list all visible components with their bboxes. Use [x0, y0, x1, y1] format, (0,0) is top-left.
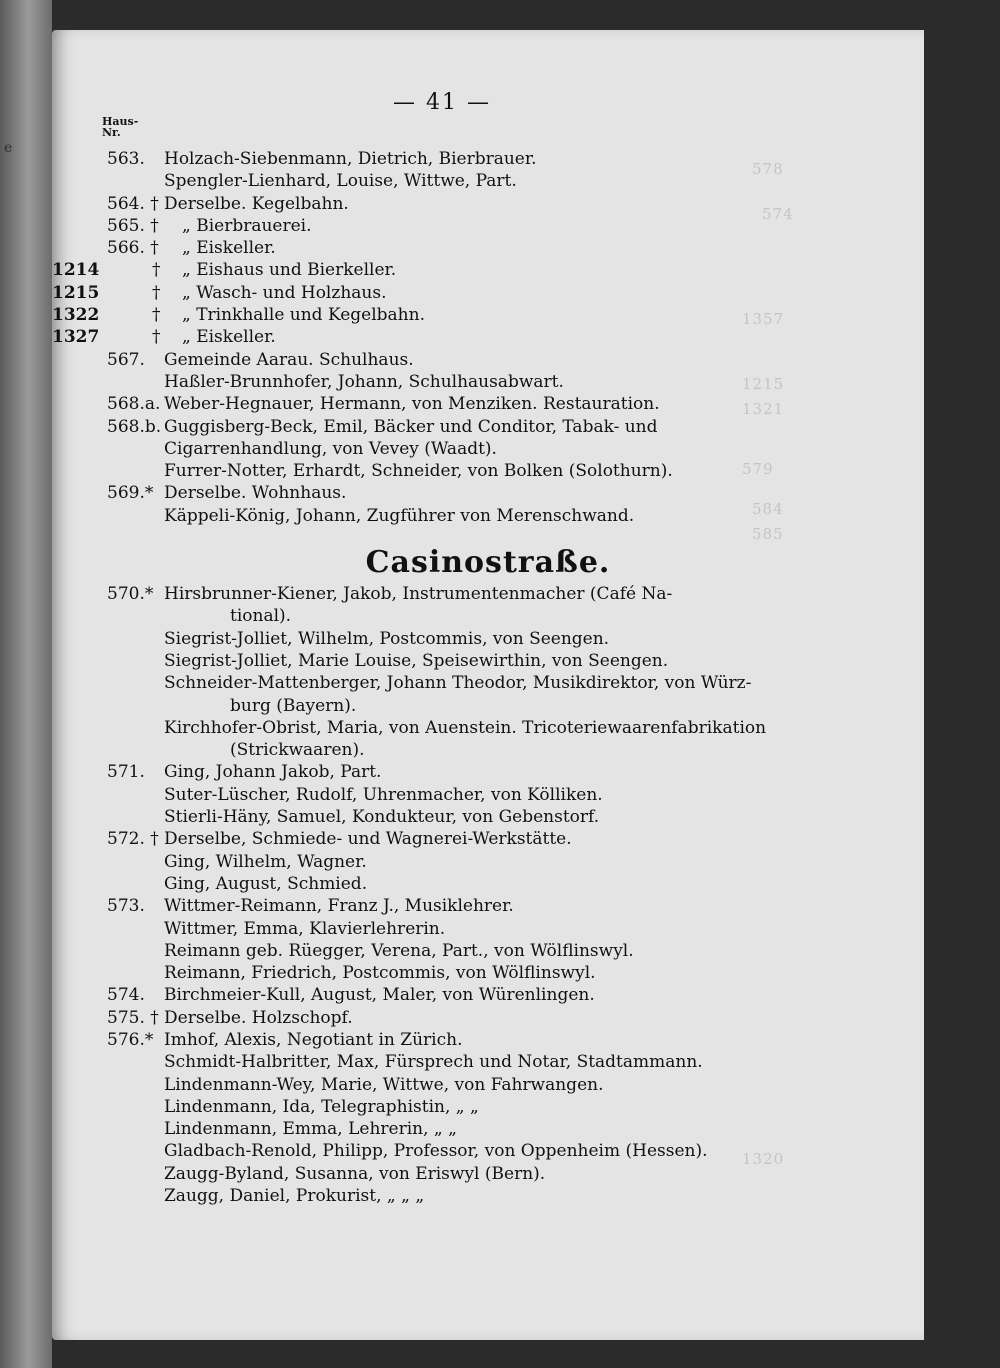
entry-text: Spengler-Lienhard, Louise, Wittwe, Part. [164, 171, 517, 192]
entry-text: Derselbe. Kegelbahn. [164, 193, 349, 214]
directory-entry [52, 828, 924, 850]
directory-entry [52, 739, 924, 761]
entry-text: Ging, August, Schmied. [164, 873, 368, 894]
directory-entry [52, 605, 924, 627]
entry-text: Siegrist-Jolliet, Wilhelm, Postcommis, von Seengen. [164, 628, 610, 649]
previous-page-edge [0, 0, 52, 1368]
entry-text: Wittmer, Emma, Klavierlehrerin. [164, 918, 446, 939]
directory-entry [52, 1051, 924, 1073]
entry-number: † [152, 305, 161, 326]
directory-entry [52, 984, 924, 1006]
entry-number: 564. † [107, 193, 159, 214]
directory-entry [52, 1185, 924, 1207]
directory-entry [52, 215, 924, 237]
bleed-through-text: 1215 [742, 375, 785, 393]
entry-number: † [152, 260, 161, 281]
entry-text: Schmidt-Halbritter, Max, Fürsprech und Notar, Stadtammann. [164, 1052, 703, 1073]
entry-text: „ Trinkhalle und Kegelbahn. [182, 305, 425, 326]
entry-text: Ging, Wilhelm, Wagner. [164, 851, 367, 872]
entry-text: Kirchhofer-Obrist, Maria, von Auenstein. Tricoteriewaarenfabrikation [164, 717, 767, 738]
previous-page-ghost-text: e [4, 140, 13, 156]
directory-entry [52, 583, 924, 605]
directory-entry [52, 806, 924, 828]
outer-number: 1327 [52, 327, 100, 348]
directory-entry [52, 717, 924, 739]
entry-number: 576.* [107, 1029, 154, 1050]
document-page [52, 30, 924, 1340]
section-heading: Casinostraße. [365, 545, 611, 581]
directory-entry [52, 438, 924, 460]
directory-entry [52, 505, 924, 527]
directory-entry [52, 193, 924, 215]
directory-entry [52, 851, 924, 873]
bleed-through-text: 574 [762, 205, 794, 223]
directory-entry [52, 940, 924, 962]
entry-number: 567. [107, 349, 145, 370]
entry-text: „ Eiskeller. [182, 238, 276, 259]
entry-text: Lindenmann, Emma, Lehrerin, „ „ [164, 1119, 457, 1140]
outer-number: 1215 [52, 282, 100, 303]
entry-text: „ Eishaus und Bierkeller. [182, 260, 397, 281]
entry-text: Gemeinde Aarau. Schulhaus. [164, 349, 414, 370]
entry-text: Ging, Johann Jakob, Part. [164, 762, 382, 783]
entry-number: 565. † [107, 215, 159, 236]
entry-text: Stierli-Häny, Samuel, Kondukteur, von Gebenstorf. [164, 807, 600, 828]
entry-number: 563. [107, 149, 145, 169]
directory-entry [52, 170, 924, 192]
directory-entry [52, 628, 924, 650]
entry-text: „ Eiskeller. [182, 327, 276, 348]
entry-text: Zaugg-Byland, Susanna, von Eriswyl (Bern). [164, 1163, 546, 1184]
entry-text: Schneider-Mattenberger, Johann Theodor, Musikdirektor, von Würz- [164, 673, 752, 694]
entry-number: 571. [107, 762, 145, 783]
entry-text: Gladbach-Renold, Philipp, Professor, von Oppenheim (Hessen). [164, 1141, 708, 1162]
entry-text: Haßler-Brunnhofer, Johann, Schulhausabwart. [164, 371, 564, 392]
entry-text: burg (Bayern). [230, 695, 357, 716]
entry-text: Reimann, Friedrich, Postcommis, von Wölflinswyl. [164, 963, 596, 984]
entry-text: Lindenmann, Ida, Telegraphistin, „ „ [164, 1096, 479, 1117]
directory-entry [52, 672, 924, 694]
directory-entry [52, 326, 924, 348]
entry-number: 568.b. [107, 416, 162, 437]
bleed-through-text: 584 [752, 500, 784, 518]
entry-text: Derselbe. Wohnhaus. [164, 483, 347, 504]
entry-number: 569.* [107, 483, 154, 504]
directory-entry [52, 1163, 924, 1185]
bleed-through-text: 585 [752, 525, 784, 543]
directory-content [52, 148, 924, 1207]
entry-number: 568.a. [107, 394, 161, 415]
directory-entry [52, 1074, 924, 1096]
directory-entry [52, 650, 924, 672]
outer-number: 1214 [52, 260, 100, 281]
directory-entry [52, 148, 924, 170]
outer-number: 1322 [52, 305, 100, 326]
entry-number: 574. [107, 985, 145, 1006]
entry-number: 573. [107, 896, 145, 917]
entry-text: Derselbe. Holzschopf. [164, 1007, 353, 1028]
entry-text: Wittmer-Reimann, Franz J., Musiklehrer. [164, 896, 514, 917]
entry-number: † [152, 327, 161, 348]
entry-number: 566. † [107, 238, 159, 259]
directory-entry [52, 259, 924, 281]
bleed-through-text: 1321 [742, 400, 785, 418]
directory-entry [52, 1029, 924, 1051]
entry-number: 575. † [107, 1007, 159, 1028]
entry-text: Guggisberg-Beck, Emil, Bäcker und Conditor, Tabak- und [164, 416, 658, 437]
entry-text: tional). [230, 606, 292, 627]
entry-text: „ Wasch- und Holzhaus. [182, 282, 387, 303]
directory-entry [52, 304, 924, 326]
house-number-header: Haus- Nr. [102, 115, 139, 139]
entry-text: Reimann geb. Rüegger, Verena, Part., von Wölflinswyl. [164, 940, 634, 961]
directory-entry [52, 895, 924, 917]
entry-text: Käppeli-König, Johann, Zugführer von Merenschwand. [164, 505, 635, 526]
entry-text: „ Bierbrauerei. [182, 215, 312, 236]
directory-entry [52, 873, 924, 895]
entry-text: Weber-Hegnauer, Hermann, von Menziken. Restauration. [164, 394, 660, 415]
directory-entry [52, 761, 924, 783]
directory-entry [52, 962, 924, 984]
entry-text: Furrer-Notter, Erhardt, Schneider, von Bolken (Solothurn). [164, 461, 673, 482]
entry-text: Birchmeier-Kull, August, Maler, von Würenlingen. [164, 985, 595, 1006]
entry-text: Holzach-Siebenmann, Dietrich, Bierbrauer. [164, 149, 537, 169]
directory-entry [52, 1096, 924, 1118]
directory-entry [52, 282, 924, 304]
entry-text: Lindenmann-Wey, Marie, Wittwe, von Fahrwangen. [164, 1074, 604, 1095]
bleed-through-text: 579 [742, 460, 774, 478]
directory-entry [52, 237, 924, 259]
entry-text: Hirsbrunner-Kiener, Jakob, Instrumentenmacher (Café Na- [164, 584, 673, 605]
bleed-through-text: 578 [752, 160, 784, 178]
entry-text: Zaugg, Daniel, Prokurist, „ „ „ [164, 1186, 425, 1207]
directory-entry [52, 1118, 924, 1140]
page-number: — 41 — [393, 90, 491, 115]
directory-entry [52, 393, 924, 415]
entry-text: Siegrist-Jolliet, Marie Louise, Speisewirthin, von Seengen. [164, 650, 669, 671]
directory-entry [52, 460, 924, 482]
directory-entry [52, 416, 924, 438]
entry-number: † [152, 282, 161, 303]
entry-text: Derselbe, Schmiede- und Wagnerei-Werkstätte. [164, 829, 572, 850]
bleed-through-text: 1357 [742, 310, 785, 328]
directory-entry [52, 784, 924, 806]
entry-text: (Strickwaaren). [230, 740, 365, 761]
entry-number: 572. † [107, 829, 159, 850]
directory-entry [52, 482, 924, 504]
bleed-through-text: 1320 [742, 1150, 785, 1168]
directory-entry [52, 1007, 924, 1029]
entry-text: Cigarrenhandlung, von Vevey (Waadt). [164, 438, 497, 459]
directory-entry [52, 918, 924, 940]
directory-entry [52, 1140, 924, 1162]
entry-text: Imhof, Alexis, Negotiant in Zürich. [164, 1029, 463, 1050]
directory-entry [52, 695, 924, 717]
entry-number: 570.* [107, 584, 154, 605]
directory-entry [52, 371, 924, 393]
entry-text: Suter-Lüscher, Rudolf, Uhrenmacher, von Kölliken. [164, 784, 603, 805]
directory-entry [52, 349, 924, 371]
